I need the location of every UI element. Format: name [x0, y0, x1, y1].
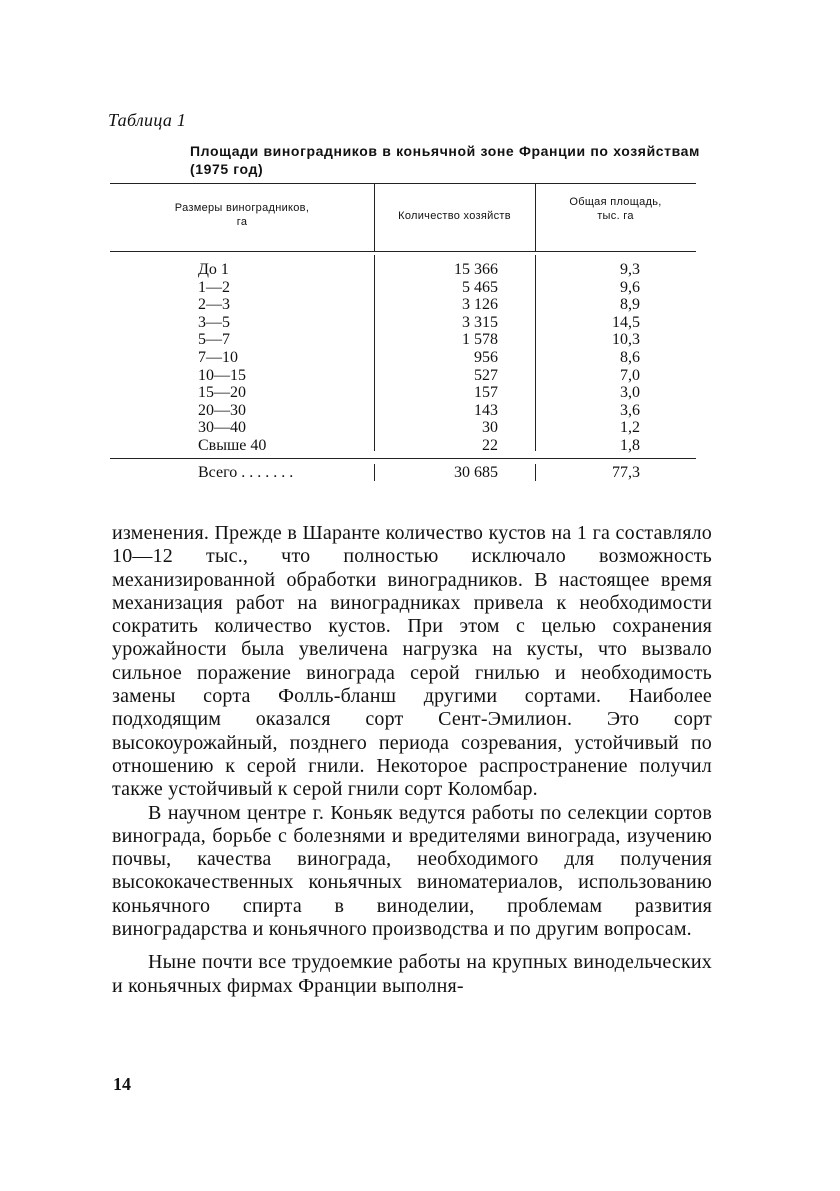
total-leader-dots: ....... — [241, 464, 298, 481]
row-size: 1—2 — [198, 278, 230, 296]
row-size: 30—40 — [198, 419, 246, 437]
header-area-line1: Общая площадь, — [569, 196, 662, 208]
header-farms: Количество хозяйств — [398, 210, 511, 222]
row-size: 5—7 — [198, 331, 230, 349]
row-area: 1,8 — [620, 436, 640, 454]
row-area: 3,0 — [620, 384, 640, 402]
row-size: До 1 — [198, 261, 229, 278]
row-farms: 5 465 — [462, 278, 498, 296]
row-farms: 157 — [474, 384, 498, 402]
table-title: Площади виноградников в коньячной зоне Франции по хозяйствам (1975 год) — [190, 143, 700, 177]
row-farms: 15 366 — [454, 261, 498, 278]
total-label-text: Всего — [198, 464, 238, 481]
column-sizes — [198, 261, 266, 455]
row-area: 1,2 — [620, 419, 640, 437]
paragraph-1: изменения. Прежде в Шаранте количество кустов на 1 га составляло 10—12 тыс., что полностью исключало возможность механизированной обработки виноградников. В настоящее время механизация работ на виноградниках привела к необходимости сократить количество кустов. При этом с целью сохранения урожайности была увеличена нагрузка на кусты, что вызвало сильное поражение винограда серой гнилью и необходимость замены сорта Фолль-бланш другими сортами. Наиболее подходящим оказался сорт Сент-Эмилион. Это сорт высокоурожайный, позднего периода созревания, устойчивый по отношению к серой гнили. Некоторое распространение получил также устойчивый к серой гнили сорт Коломбар. — [112, 522, 712, 801]
row-farms: 527 — [474, 366, 498, 384]
row-farms: 22 — [482, 436, 498, 454]
page-number: 14 — [113, 1074, 131, 1094]
row-area: 9,3 — [620, 261, 640, 278]
row-size: 2—3 — [198, 296, 230, 314]
paragraph-2: В научном центре г. Коньяк ведутся работы по селекции сортов винограда, борьбе с болезнями и вредителями винограда, изучению почвы, качества винограда, необходимого для получения высококачественных коньячных виноматериалов, использованию коньячного спирта в виноделии, проблемам развития виноградарства и коньячного производства и по другим вопросам. — [112, 801, 712, 941]
row-farms: 30 — [482, 419, 498, 437]
total-divider-2 — [535, 464, 536, 481]
row-area: 14,5 — [612, 313, 640, 331]
total-area: 77,3 — [612, 464, 640, 481]
header-sizes-line2: га — [236, 216, 248, 228]
row-farms: 956 — [474, 348, 498, 366]
row-size: 3—5 — [198, 313, 230, 331]
body-divider-2 — [535, 255, 536, 451]
column-areas — [564, 261, 640, 455]
row-farms: 3 126 — [462, 296, 498, 314]
row-size: 7—10 — [198, 348, 238, 366]
header-bottom-rule — [110, 251, 696, 252]
row-size: 20—30 — [198, 401, 246, 419]
row-area: 7,0 — [620, 366, 640, 384]
header-sizes — [110, 201, 374, 229]
row-area: 9,6 — [620, 278, 640, 296]
row-size: Свыше 40 — [198, 436, 267, 454]
row-area: 3,6 — [620, 401, 640, 419]
header-area — [535, 195, 696, 223]
table-label: Таблица 1 — [108, 110, 187, 130]
row-area: 8,9 — [620, 296, 640, 314]
row-area: 8,6 — [620, 348, 640, 366]
body-divider-1 — [374, 255, 375, 451]
table-top-rule — [110, 183, 696, 184]
column-farm-counts — [392, 261, 498, 455]
total-top-rule — [110, 458, 696, 459]
row-farms: 3 315 — [462, 313, 498, 331]
header-area-line2: тыс. га — [597, 210, 634, 222]
total-label — [198, 464, 297, 482]
row-area: 10,3 — [612, 331, 640, 349]
total-farms: 30 685 — [454, 464, 498, 481]
body-text — [112, 522, 712, 998]
row-size: 15—20 — [198, 384, 246, 402]
paragraph-3: Ныне почти все трудоемкие работы на крупных винодельческих и коньячных фирмах Франции выполня- — [112, 951, 712, 997]
row-farms: 1 578 — [462, 331, 498, 349]
header-sizes-line1: Размеры виноградников, — [174, 202, 310, 214]
row-farms: 143 — [474, 401, 498, 419]
row-size: 10—15 — [198, 366, 246, 384]
total-divider-1 — [374, 464, 375, 481]
